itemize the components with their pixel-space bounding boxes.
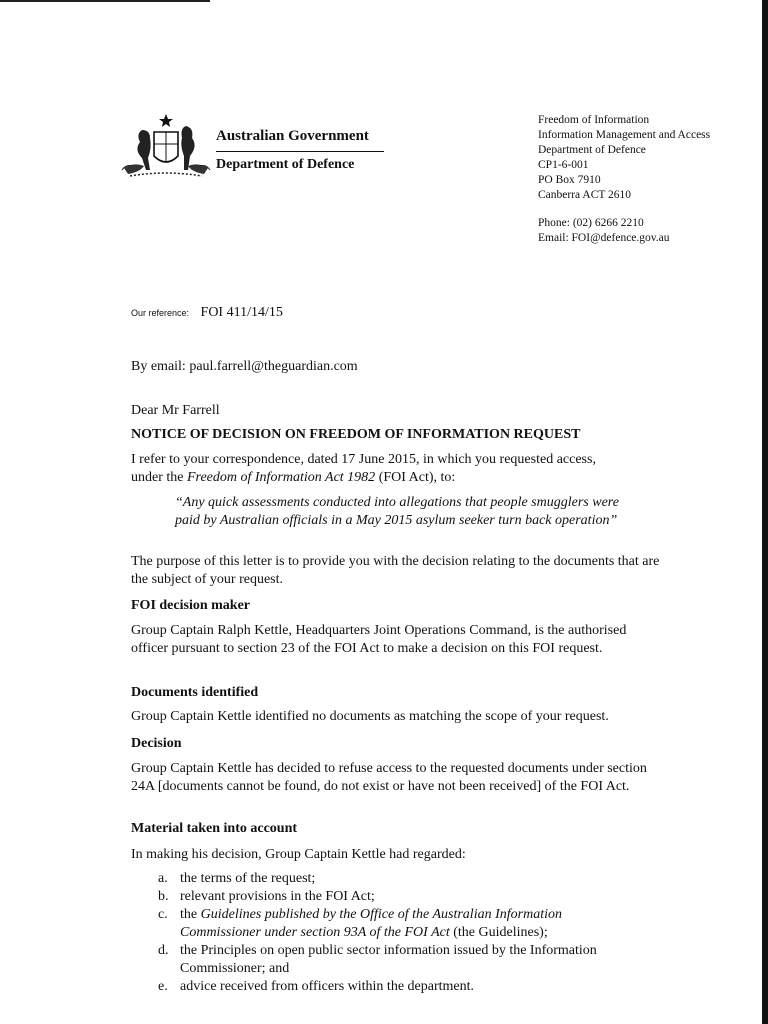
intro-line-1: I refer to your correspondence, dated 17 June 2015, in which you requested access, [131, 452, 596, 467]
list-marker: d. [158, 943, 169, 958]
reference-line [131, 305, 283, 321]
material-list [158, 870, 638, 996]
department-name: Department of Defence [216, 157, 355, 172]
heading-material: Material taken into account [131, 821, 298, 836]
sender-address [538, 113, 710, 203]
address-line: Canberra ACT 2610 [538, 189, 632, 201]
intro-line-2-start: under the [131, 470, 187, 485]
email-line: Email: FOI@defence.gov.au [538, 232, 670, 244]
list-item [158, 870, 638, 888]
letter-title: NOTICE OF DECISION ON FREEDOM OF INFORMATION REQUEST [131, 427, 581, 442]
list-text [180, 906, 638, 942]
heading-documents-identified: Documents identified [131, 685, 259, 700]
heading-decision: Decision [131, 736, 182, 751]
list-text: the terms of the request; [180, 871, 316, 886]
reference-label: Our reference: [131, 308, 190, 318]
list-item [158, 906, 638, 942]
act-name: Freedom of Information Act 1982 [186, 470, 376, 485]
scan-edge-top [0, 0, 210, 2]
address-line: PO Box 7910 [538, 174, 601, 186]
reference-number: FOI 411/14/15 [200, 305, 283, 320]
address-line: Information Management and Access [538, 129, 711, 141]
phone-line: Phone: (02) 6266 2210 [538, 217, 644, 229]
purpose-paragraph: The purpose of this letter is to provide you with the decision relating to the documents that are the subject of your request. [131, 554, 660, 587]
decision-paragraph: Group Captain Kettle has decided to refuse access to the requested documents under section 24A [documents cannot be found, do not exist or have not been received] of the FOI Act. [131, 761, 647, 794]
address-line: Department of Defence [538, 144, 646, 156]
list-marker: e. [158, 979, 168, 994]
list-marker: c. [158, 907, 168, 922]
list-text: advice received from officers within the department. [180, 979, 475, 994]
by-email-line: By email: paul.farrell@theguardian.com [131, 359, 358, 374]
sender-contact [538, 216, 670, 246]
heading-decision-maker: FOI decision maker [131, 598, 250, 613]
list-text: the Principles on open public sector information issued by the Information Commissioner; and [180, 943, 597, 976]
guidelines-title: Guidelines published by the Office of the Australian Information Commissioner under section 93A of the FOI Act [180, 907, 562, 940]
request-quote: “Any quick assessments conducted into allegations that people smugglers were paid by Australian officials in a May 2015 asylum seeker turn back operation” [175, 495, 619, 528]
intro-paragraph [131, 451, 661, 487]
coat-of-arms-icon [120, 112, 212, 184]
list-item [158, 942, 638, 978]
decision-maker-paragraph: Group Captain Ralph Kettle, Headquarters Joint Operations Command, is the authorised officer pursuant to section 23 of the FOI Act to make a decision on this FOI request. [131, 623, 627, 656]
salutation: Dear Mr Farrell [131, 403, 220, 418]
intro-line-2-end: (FOI Act), to: [375, 470, 456, 485]
list-text-end: (the Guidelines); [449, 925, 548, 940]
list-marker: a. [158, 871, 168, 886]
government-name: Australian Government [216, 128, 369, 144]
address-line: Freedom of Information [538, 114, 650, 126]
documents-paragraph: Group Captain Kettle identified no documents as matching the scope of your request. [131, 709, 609, 724]
address-line: CP1-6-001 [538, 159, 589, 171]
list-marker: b. [158, 889, 169, 904]
scan-edge-right [762, 0, 768, 1024]
list-item [158, 978, 638, 996]
list-item [158, 888, 638, 906]
list-text: relevant provisions in the FOI Act; [180, 889, 375, 904]
material-paragraph: In making his decision, Group Captain Kettle had regarded: [131, 847, 466, 862]
letterhead-rule [216, 151, 384, 152]
list-text-start: the [180, 907, 201, 922]
intro-line-2 [131, 469, 661, 487]
